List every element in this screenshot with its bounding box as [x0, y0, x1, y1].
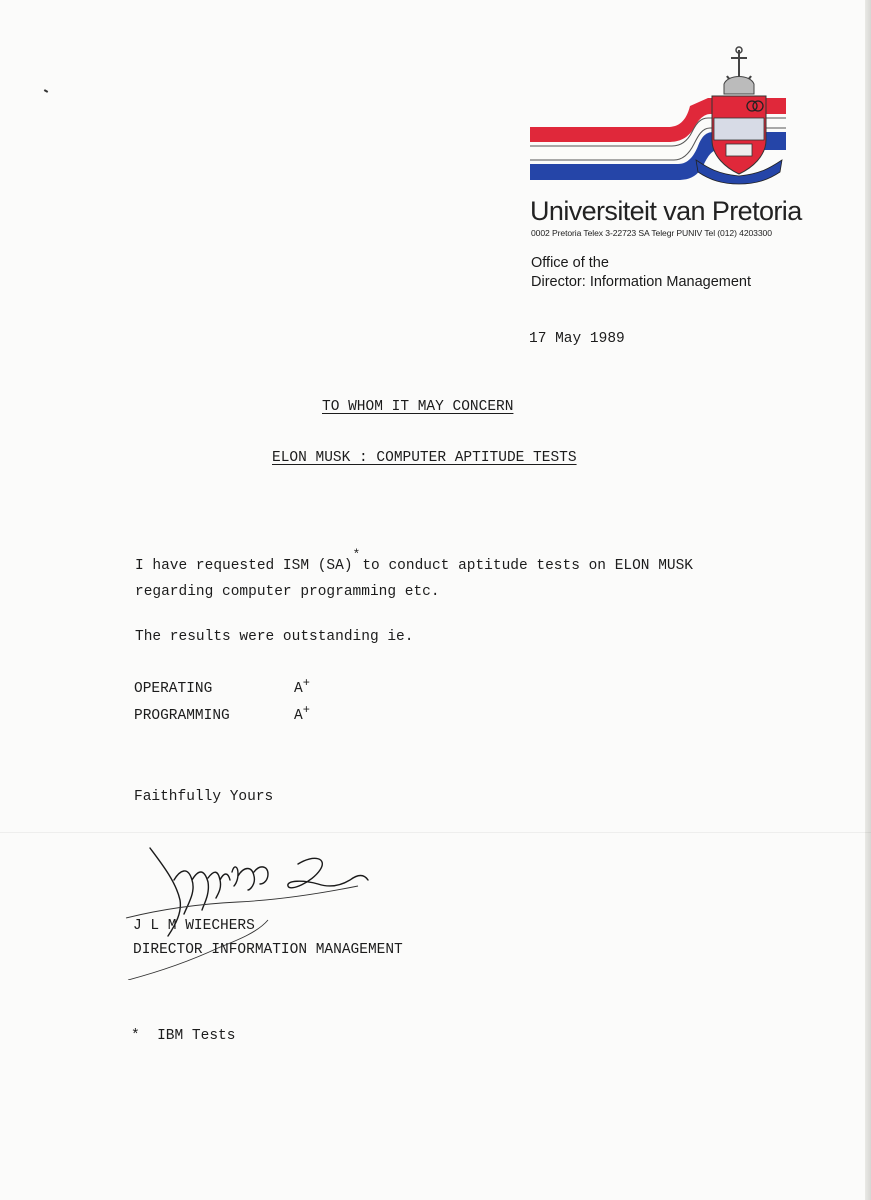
body-paragraph-1: [135, 547, 694, 605]
paper-fold: [0, 832, 871, 833]
office-title: [531, 254, 751, 292]
signer-name: J L M WIECHERS: [133, 918, 255, 934]
para1-part-c: regarding computer programming etc.: [135, 584, 440, 600]
letter-heading: TO WHOM IT MAY CONCERN: [322, 399, 514, 415]
paper-speck: [44, 89, 48, 93]
office-line-1: Office of the: [531, 255, 609, 271]
asterisk-mark: *: [352, 547, 361, 562]
para1-part-b: to conduct aptitude tests on ELON MUSK: [362, 558, 694, 574]
footnote: [131, 1028, 235, 1044]
university-crest-logo: [528, 44, 788, 186]
result-grade-programming: A+: [294, 703, 310, 724]
result-grade-operating: A+: [294, 676, 310, 697]
university-address: 0002 Pretoria Telex 3-22723 SA Telegr PUNIV Tel (012) 4203300: [531, 228, 772, 238]
university-name: Universiteit van Pretoria: [530, 196, 802, 226]
paper-edge: [865, 0, 871, 1200]
body-paragraph-2: The results were outstanding ie.: [135, 629, 414, 645]
closing-line: Faithfully Yours: [134, 789, 274, 805]
footnote-mark: *: [131, 1028, 140, 1044]
para1-part-a: I have requested ISM (SA): [135, 558, 353, 574]
result-label-programming: PROGRAMMING: [134, 708, 230, 724]
handwritten-signature: [118, 840, 388, 980]
letter-subject: ELON MUSK : COMPUTER APTITUDE TESTS: [272, 450, 577, 466]
office-line-2: Director: Information Management: [531, 274, 752, 290]
letter-date: 17 May 1989: [529, 331, 625, 347]
footnote-text: IBM Tests: [157, 1028, 236, 1044]
signer-title: DIRECTOR INFORMATION MANAGEMENT: [133, 942, 403, 958]
result-label-operating: OPERATING: [134, 681, 213, 697]
